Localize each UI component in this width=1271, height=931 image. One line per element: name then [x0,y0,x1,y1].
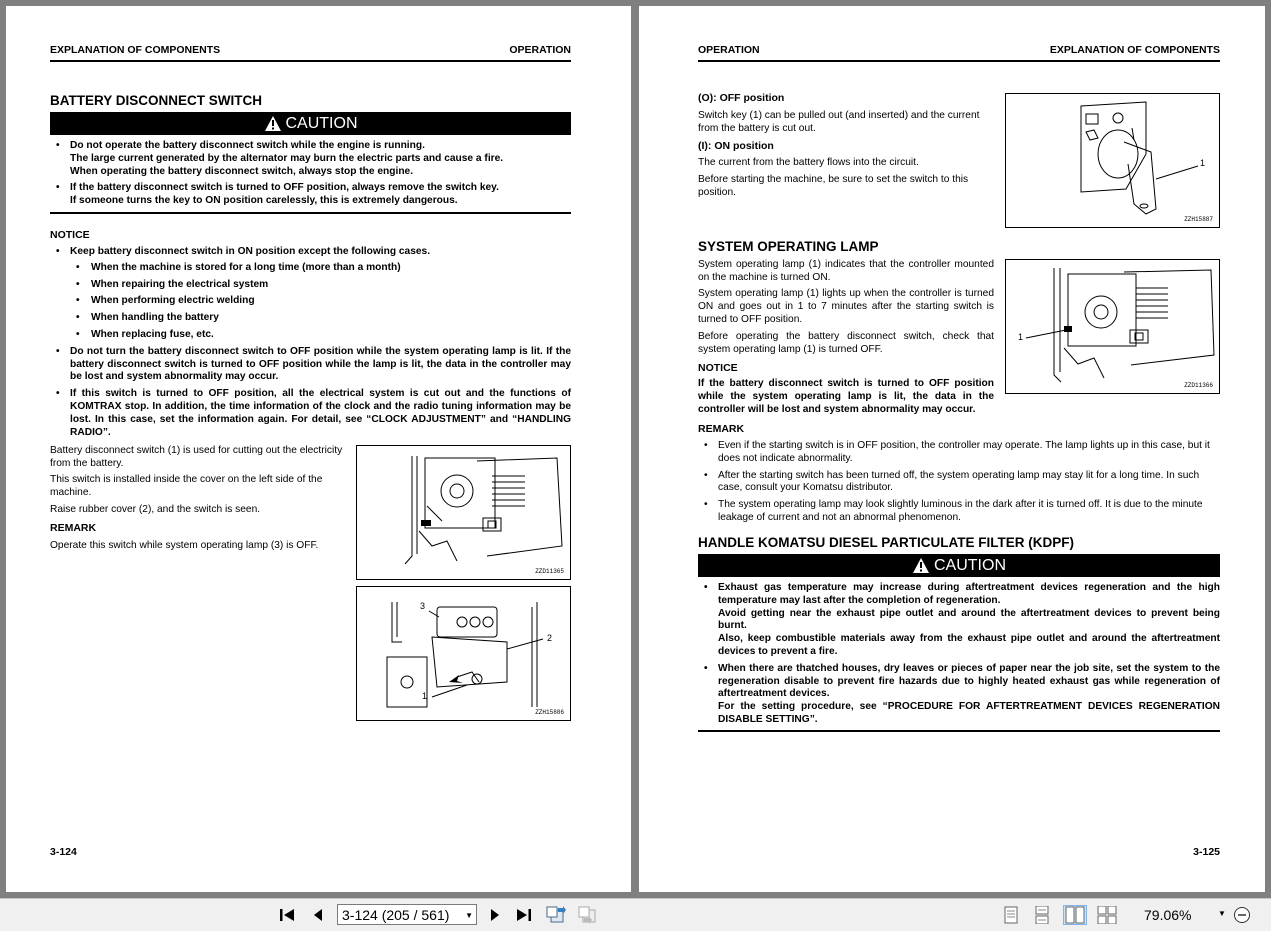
body-text: This switch is installed inside the cover on the left side of the machine. [50,474,323,498]
section-title-system-lamp: SYSTEM OPERATING LAMP [698,239,879,254]
list-item: • When performing electric welding [70,295,571,308]
figure-code: ZZH15887 [1184,216,1213,223]
first-page-icon [278,907,296,923]
list-item: • Even if the starting switch is in OFF position, the controller may operate. The lamp lights up in this case, but it does not indicate abnormality. [698,440,1220,466]
body-text: Battery disconnect switch (1) is used for cutting out the electricity from the battery. [50,445,343,469]
kdpf-caution-list [698,582,1220,731]
previous-page-button[interactable] [308,905,328,925]
header-rule [698,60,1220,62]
single-page-view-button[interactable] [1001,905,1021,925]
caution-banner [698,554,1220,577]
list-item: • If this switch is turned to OFF position, all the electrical system is cut out and the functions of KOMTRAX stop. In addition, the time information of the clock and the radio tuning information may be lost. In this case, set the information again. For detail, see “CLOCK ADJUSTMENT” and “HANDLING RADIO”. [50,388,571,439]
page-number: 3-125 [1193,846,1220,858]
next-page-button[interactable] [485,905,505,925]
notice-label: NOTICE [50,229,90,241]
remark-label: REMARK [698,423,745,435]
machine-side-illustration [357,446,572,581]
body-text: The current from the battery flows into the circuit. [698,157,919,168]
header-rule [50,60,571,62]
caution-end-rule [50,212,571,214]
figure-callout: 2 [547,633,553,643]
previous-page-icon [311,907,325,923]
continuous-view-button[interactable] [1032,905,1052,925]
facing-view-icon [1065,906,1085,924]
body-text: Before starting the machine, be sure to set the switch to this position. [698,174,969,198]
remark-list [698,440,1220,529]
list-item: • Keep battery disconnect switch in ON position except the following cases. • When the machine is stored for a long time (more than a month) • When repairing the electrical system • When performing electric welding • When handling the battery • When replacing fuse, etc. [50,246,571,342]
figure-code: ZZD11366 [1184,382,1213,389]
list-item: • Do not turn the battery disconnect switch to OFF position while the system operating lamp is lit. If the battery disconnect switch is turned to OFF position while the lamp is lit, the data in the controller may be lost and system abnormality may occur. [50,346,571,384]
figure-callout: 1 [1200,158,1206,168]
figure-battery-switch-location [356,445,571,580]
last-page-icon [515,907,533,923]
next-page-icon [488,907,502,923]
figure-code: ZZH15886 [535,709,564,716]
caution-label: CAUTION [285,114,358,132]
caution-label: CAUTION [934,556,1006,574]
switch-key-illustration [1006,94,1221,229]
first-page-button[interactable] [277,905,297,925]
body-text: Operate this switch while system operating lamp (3) is OFF. [50,540,319,551]
caution-list [50,140,571,212]
list-item: • Do not operate the battery disconnect switch while the engine is running. The large current generated by the alternator may burn the electric parts and cause a fire. When operating the battery disconnect switch, always stop the engine. [50,140,571,178]
chevron-down-icon[interactable]: ▼ [465,911,473,920]
page-number-field[interactable] [337,904,477,925]
continuous-facing-view-icon [1097,906,1117,924]
navigation-toolbar [0,898,1271,931]
notice-text: If the battery disconnect switch is turned to OFF position while the system operating lamp is lit, the data in the controller will be lost and system abnormality may occur. [698,378,994,415]
pdf-page-right [639,6,1265,892]
list-item: • When repairing the electrical system [70,279,571,292]
figure-system-lamp-location [1005,259,1220,394]
zoom-out-icon [1233,906,1251,924]
figure-callout: 3 [420,601,426,611]
list-item: • When handling the battery [70,312,571,325]
body-text: System operating lamp (1) indicates that the controller mounted on the machine is turned ON. [698,259,994,283]
list-item: • When there are thatched houses, dry leaves or pieces of paper near the job site, set the system to the regeneration disable to prevent fire hazards due to highly heated exhaust gas while regeneration of aftertreatment devices. For the setting procedure, see “PROCEDURE FOR AFTERTREATMENT DEVICES REGENERATION DISABLE SETTING”. [698,663,1220,727]
body-text: Before operating the battery disconnect switch, check that system operating lamp (1) is turned OFF. [698,331,994,355]
figure-switch-key [1005,93,1220,228]
single-page-view-icon [1003,906,1019,924]
off-position-label: (O): OFF position [698,92,785,104]
continuous-facing-view-button[interactable] [1097,905,1117,925]
list-item: • When the machine is stored for a long time (more than a month) [70,262,571,275]
body-text: Raise rubber cover (2), and the switch is seen. [50,504,261,515]
warning-triangle-icon [264,115,282,132]
list-item: • When replacing fuse, etc. [70,329,571,342]
running-header-left: OPERATION [698,44,760,56]
rubber-cover-illustration [357,587,572,722]
list-item: • Exhaust gas temperature may increase during aftertreatment devices regeneration and the high temperature may last after the completion of regeneration. Avoid getting near the exhaust pipe outlet and around the aftertreatment devices to prevent being burnt. Also, keep combustible materials away from the exhaust pipe outlet and around the aftertreatment devices to prevent a fire. [698,582,1220,659]
zoom-dropdown-arrow-icon[interactable]: ▼ [1218,909,1226,918]
body-text: Switch key (1) can be pulled out (and inserted) and the current from the battery is cut out. [698,110,980,134]
notice-sub-list [70,262,571,342]
lamp-location-illustration [1006,260,1221,395]
warning-triangle-icon [912,557,930,574]
facing-view-button[interactable] [1063,905,1087,925]
next-view-button[interactable] [578,905,598,925]
caution-banner [50,112,571,135]
continuous-view-icon [1034,906,1050,924]
figure-callout: 1 [422,691,428,701]
running-header-right: OPERATION [509,44,571,56]
figure-code: ZZD11365 [535,568,564,575]
notice-label: NOTICE [698,362,738,374]
page-number-value: 3-124 (205 / 561) [342,906,450,923]
list-item: • The system operating lamp may look slightly luminous in the dark after it is turned off. It is due to the minute leakage of current and not an abnormal phenomenon. [698,499,1220,525]
figure-callout: 1 [1018,332,1024,342]
next-view-icon [578,906,598,924]
zoom-level[interactable]: 79.06% [1144,907,1192,923]
section-title-kdpf: HANDLE KOMATSU DIESEL PARTICULATE FILTER (KDPF) [698,535,1074,550]
zoom-out-button[interactable] [1232,905,1252,925]
last-page-button[interactable] [514,905,534,925]
caution-end-rule [698,730,1220,732]
body-text: System operating lamp (1) lights up when the controller is turned ON and goes out in 1 to 7 minutes after the starting switch is turned to OFF position. [698,288,994,325]
page-number: 3-124 [50,846,77,858]
notice-list [50,246,571,443]
previous-view-button[interactable] [546,905,566,925]
on-position-label: (I): ON position [698,140,774,152]
section-title-battery-switch: BATTERY DISCONNECT SWITCH [50,93,262,108]
running-header-right: EXPLANATION OF COMPONENTS [1049,44,1220,56]
previous-view-icon [546,906,566,924]
running-header-left: EXPLANATION OF COMPONENTS [50,44,221,56]
figure-rubber-cover [356,586,571,721]
pdf-page-left [6,6,631,892]
list-item: • After the starting switch has been turned off, the system operating lamp may stay lit for a long time. In such case, consult your Komatsu distributor. [698,470,1220,496]
list-item: • If the battery disconnect switch is turned to OFF position, always remove the switch key. If someone turns the key to ON position carelessly, this is extremely dangerous. [50,182,571,208]
remark-label: REMARK [50,522,97,534]
